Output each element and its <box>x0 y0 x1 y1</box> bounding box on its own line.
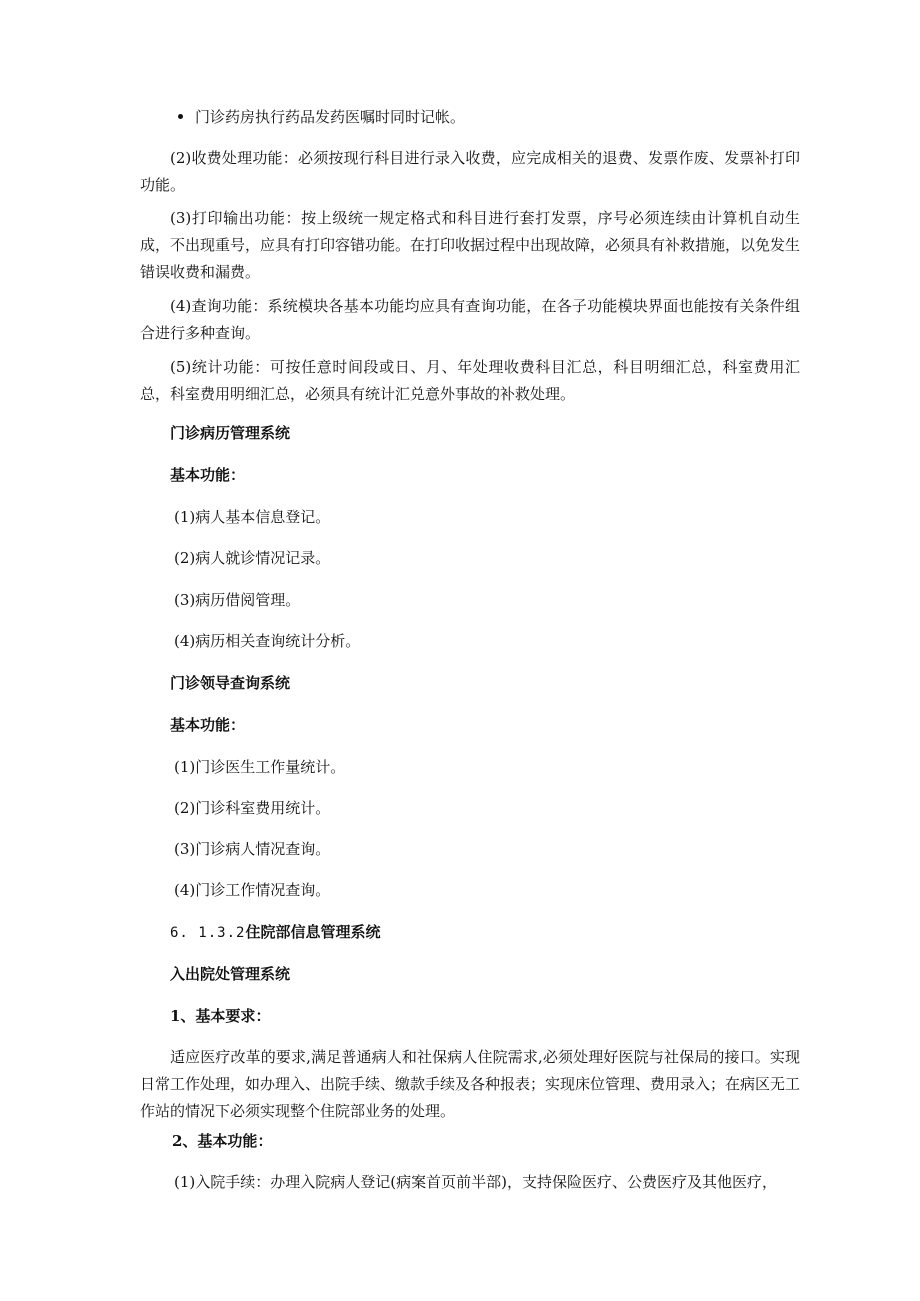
records-section-subtitle: 基本功能： <box>170 466 246 484</box>
bullet-dot-icon <box>178 114 183 119</box>
functions-heading: 2、基本功能： <box>172 1132 273 1150</box>
records-item-1: (1)病人基本信息登记。 <box>174 508 331 526</box>
leader-item-2: (2)门诊科室费用统计。 <box>174 799 331 817</box>
leader-item-1: (1)门诊医生工作量统计。 <box>174 758 346 776</box>
requirements-paragraph: 适应医疗改革的要求,满足普通病人和社保病人住院需求,必须处理好医院与社保局的接口。实现日常工作处理，如办理入、出院手续、缴款手续及各种报表；实现床位管理、费用录入；在病区无工作站的情况下必须实现整个住院部业务的处理。 <box>140 1048 801 1120</box>
records-item-2: (2)病人就诊情况记录。 <box>174 549 331 567</box>
leader-section-subtitle: 基本功能： <box>170 716 246 734</box>
records-item-3: (3)病历借阅管理。 <box>174 591 301 609</box>
bullet-item-text: 门诊药房执行药品发药医嘱时同时记帐。 <box>195 108 466 126</box>
admission-function-item-1: (1)入院手续：办理入院病人登记(病案首页前半部)，支持保险医疗、公费医疗及其他医疗， <box>174 1173 777 1191</box>
query-paragraph: (4)查询功能：系统模块各基本功能均应具有查询功能，在各子功能模块界面也能按有关条件组合进行多种查询。 <box>140 297 800 342</box>
inpatient-heading <box>170 919 380 947</box>
inpatient-heading-title: 住院部信息管理系统 <box>245 923 381 941</box>
leader-section-title: 门诊领导查询系统 <box>170 674 291 692</box>
statistics-paragraph: (5)统计功能：可按任意时间段或日、月、年处理收费科目汇总，科目明细汇总，科室费用汇总，科室费用明细汇总，必须具有统计汇兑意外事故的补救处理。 <box>140 358 800 403</box>
billing-paragraph: (2)收费处理功能：必须按现行科目进行录入收费，应完成相关的退费、发票作废、发票补打印功能。 <box>140 149 800 194</box>
records-item-4: (4)病历相关查询统计分析。 <box>174 632 361 650</box>
records-section-title: 门诊病历管理系统 <box>170 424 291 442</box>
inpatient-heading-number: 6. 1.3.2 <box>170 925 246 941</box>
requirements-heading: 1、基本要求： <box>170 1007 271 1025</box>
bullet-item <box>178 104 465 131</box>
leader-item-3: (3)门诊病人情况查询。 <box>174 840 331 858</box>
admission-section-title: 入出院处管理系统 <box>170 965 291 983</box>
printing-paragraph: (3)打印输出功能：按上级统一规定格式和科目进行套打发票，序号必须连续由计算机自动生成，不出现重号，应具有打印容错功能。在打印收据过程中出现故障，必须具有补救措施，以免发生错误收费和漏费。 <box>140 209 801 281</box>
leader-item-4: (4)门诊工作情况查询。 <box>174 881 331 899</box>
